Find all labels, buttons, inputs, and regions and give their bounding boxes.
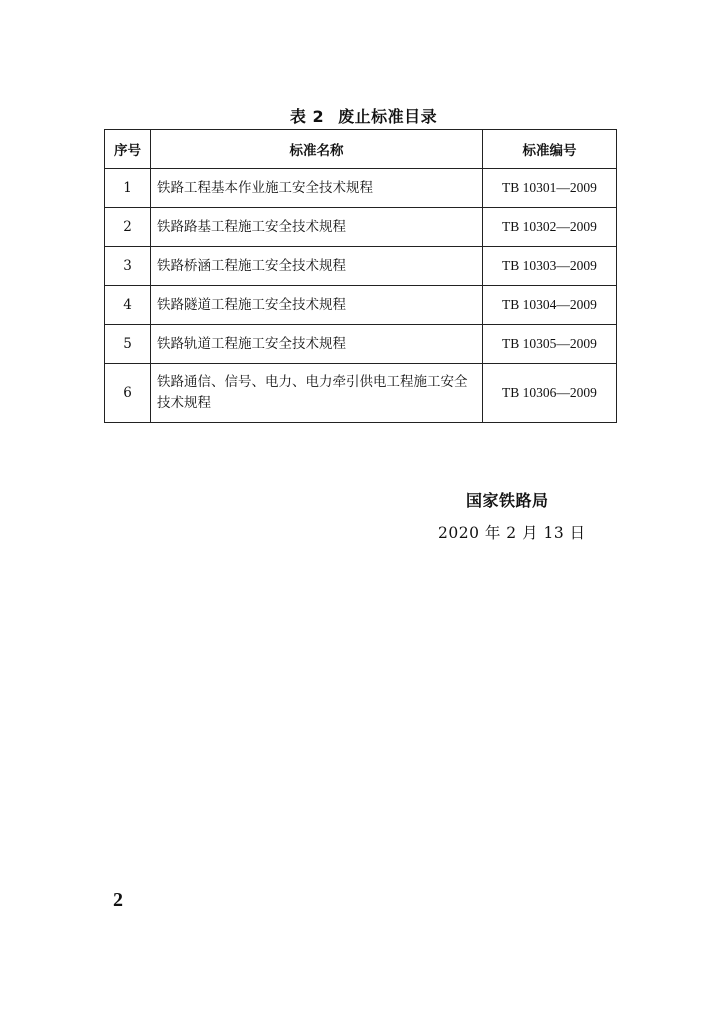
row-serial-number: 1 <box>105 169 151 208</box>
table-row <box>105 169 617 208</box>
row-standard-name: 铁路工程基本作业施工安全技术规程 <box>151 169 483 208</box>
row-serial-number: 5 <box>105 325 151 364</box>
row-serial-number: 3 <box>105 247 151 286</box>
row-standard-code: TB 10301—2009 <box>483 169 617 208</box>
page-number: 2 <box>113 889 123 911</box>
row-standard-code: TB 10304—2009 <box>483 286 617 325</box>
table-row <box>105 247 617 286</box>
row-standard-name: 铁路隧道工程施工安全技术规程 <box>151 286 483 325</box>
row-standard-name: 铁路路基工程施工安全技术规程 <box>151 208 483 247</box>
header-standard-name: 标准名称 <box>151 130 483 169</box>
row-standard-code: TB 10306—2009 <box>483 364 617 423</box>
row-serial-number: 4 <box>105 286 151 325</box>
header-serial-number: 序号 <box>105 130 151 169</box>
abolished-standards-table <box>104 129 617 423</box>
row-serial-number: 6 <box>105 364 151 423</box>
row-standard-code: TB 10305—2009 <box>483 325 617 364</box>
row-standard-name: 铁路轨道工程施工安全技术规程 <box>151 325 483 364</box>
table-row <box>105 286 617 325</box>
table-row <box>105 208 617 247</box>
table-header-row <box>105 130 617 169</box>
row-standard-name: 铁路通信、信号、电力、电力牵引供电工程施工安全技术规程 <box>151 364 483 423</box>
row-standard-name: 铁路桥涵工程施工安全技术规程 <box>151 247 483 286</box>
table-title-text: 废止标准目录 <box>338 107 438 126</box>
row-serial-number: 2 <box>105 208 151 247</box>
issue-date: 2020 年 2 月 13 日 <box>438 524 586 542</box>
row-standard-code: TB 10302—2009 <box>483 208 617 247</box>
issuing-authority: 国家铁路局 <box>466 491 549 510</box>
table-row <box>105 325 617 364</box>
header-standard-code: 标准编号 <box>483 130 617 169</box>
row-standard-code: TB 10303—2009 <box>483 247 617 286</box>
table-row <box>105 364 617 423</box>
table-title-number: 表 2 <box>289 107 325 126</box>
table-title <box>0 104 727 127</box>
